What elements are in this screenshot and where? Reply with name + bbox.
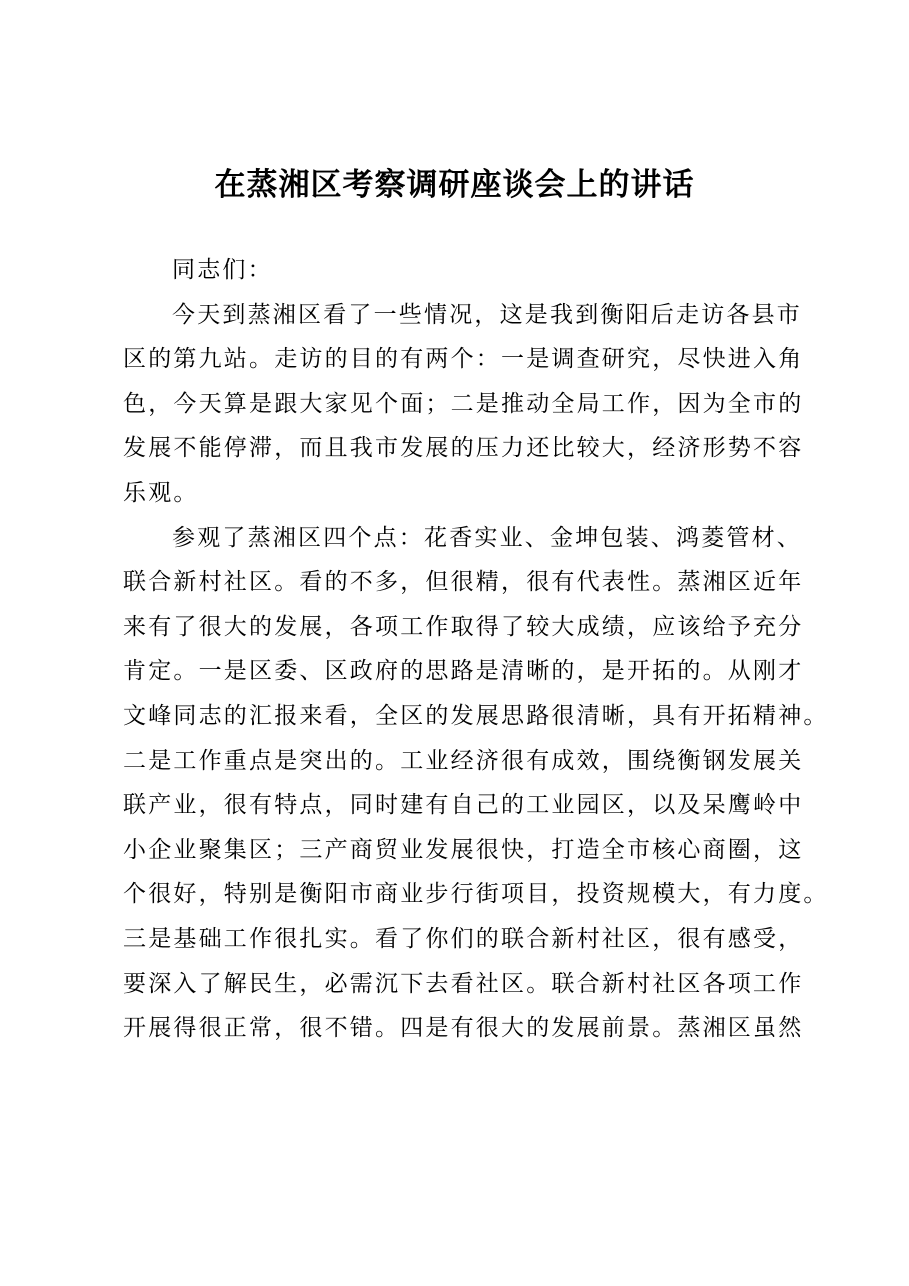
body-line: 二是工作重点是突出的。工业经济很有成效，围绕衡钢发展关: [123, 747, 804, 774]
body-line: 小企业聚集区；三产商贸业发展很快，打造全市核心商圈，这: [123, 836, 804, 863]
salutation-line: 同志们：: [172, 257, 273, 283]
body-line: 三是基础工作很扎实。看了你们的联合新村社区，很有感受，: [123, 925, 804, 952]
body-line: 参观了蒸湘区四个点：花香实业、金坤包装、鸿菱管材、: [172, 524, 802, 551]
body-line: 来有了很大的发展，各项工作取得了较大成绩，应该给予充分: [123, 613, 804, 640]
body-line: 要深入了解民生，必需沉下去看社区。联合新村社区各项工作: [123, 970, 804, 997]
body-line: 乐观。: [123, 479, 199, 506]
body-line: 今天到蒸湘区看了一些情况，这是我到衡阳后走访各县市: [172, 301, 802, 328]
body-line: 文峰同志的汇报来看，全区的发展思路很清晰，具有开拓精神。: [123, 702, 829, 729]
body-line: 色，今天算是跟大家见个面；二是推动全局工作，因为全市的: [123, 390, 804, 417]
body-line: 开展得很正常，很不错。四是有很大的发展前景。蒸湘区虽然: [123, 1015, 804, 1042]
document-body: [123, 248, 829, 1051]
body-line: 发展不能停滞，而且我市发展的压力还比较大，经济形势不容: [123, 435, 804, 462]
document-title: 在蒸湘区考察调研座谈会上的讲话: [214, 167, 695, 203]
body-line: 联产业，很有特点，同时建有自己的工业园区，以及呆鹰岭中: [123, 792, 804, 819]
body-line: 联合新村社区。看的不多，但很精，很有代表性。蒸湘区近年: [123, 569, 804, 596]
body-line: 肯定。一是区委、区政府的思路是清晰的，是开拓的。从刚才: [123, 658, 804, 685]
body-line: 区的第九站。走访的目的有两个：一是调查研究，尽快进入角: [123, 346, 804, 373]
body-line: 个很好，特别是衡阳市商业步行街项目，投资规模大，有力度。: [123, 881, 829, 908]
